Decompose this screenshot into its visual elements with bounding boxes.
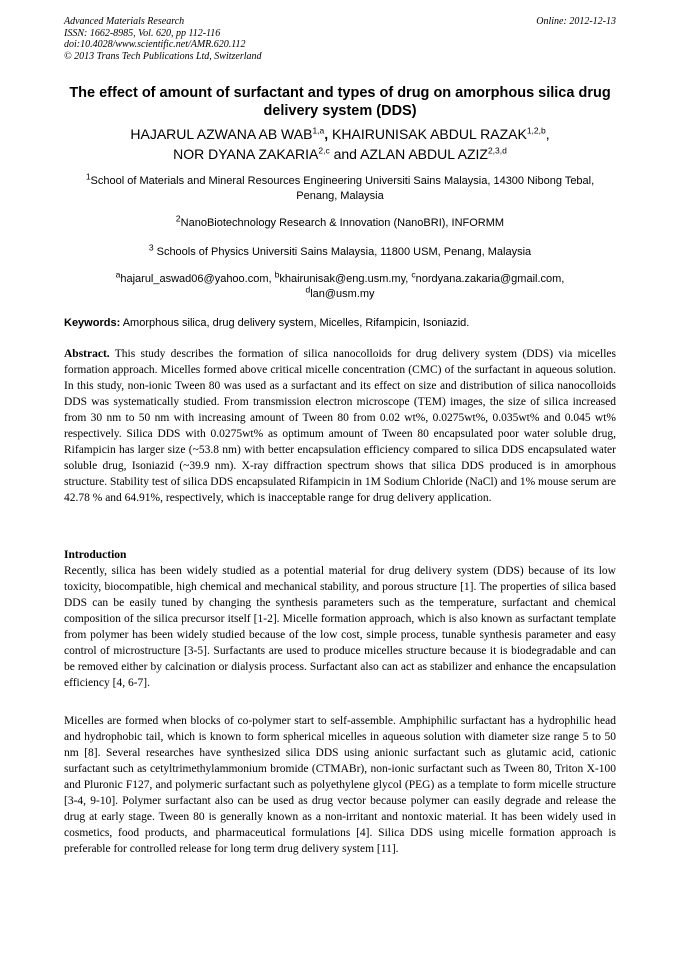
affiliation-marker: 3 [148, 242, 154, 253]
abstract-text: This study describes the formation of silica nanocolloids for drug delivery system (DDS) via micelles formation approach. Micelles formed above critical micelle concentration (CMC) of the surfactant in aqueous solution. In this study, non-ionic Tween 80 was used as a surfactant and its effect on size and distribution of silica nanocolloids DDS was systematically studied. From transmission electron microscope (TEM) images, the size of silica increased from 30 nm to 50 nm with increasing amount of Tween 80 from 0.02 wt%, 0.0275wt%, 0.035wt% and 0.045 wt% respectively. Silica DDS with 0.0275wt% as optimum amount of Tween 80 encapsulated poor water soluble drug, Rifampicin has larger size (~53.8 nm) with better encapsulation efficiency compared to silica DDS encapsulated water soluble drug, Isoniazid (~39.9 nm). X-ray diffraction spectrum shows that silica DDS produced is in amorphous structure. Stability test of silica DDS encapsulated Rifampicin in 1M Sodium Chloride (NaCl) and 1% mouse serum are 42.78 % and 64.91%, respectively, which is inacceptable range for drug delivery application. [64, 348, 616, 504]
abstract-label: Abstract. [64, 348, 110, 360]
journal-header [64, 16, 616, 62]
online-date: Online: 2012-12-13 [536, 16, 616, 27]
introduction-paragraph-2: Micelles are formed when blocks of co-polymer start to self-assemble. Amphiphilic surfactant has a hydrophilic head and hydrophobic tail, which is known to form spherical micelles in aqueous solution with diameter size range 5 to 50 nm [8]. Several researches have synthesized silica DDS using anionic surfactant such as glutamic acid, cationic surfactant such as cetyltrimethylammonium bromide (CTMABr), non-ionic surfactant such as Tween 80, Triton X-100 and Pluronic F127, and polymeric surfactant such as polyethylene glycol (PEG) as a template to form micelle structure [3-4, 9-10]. Polymer surfactant also can be used as drug vector because polymer can easily degrade and release the drug at early stage. Tween 80 is generally known as a non-irritant and nontoxic material. It has been widely used in cosmetics, food products, and pharmaceutical formulations [4]. Silica DDS using micelle formation approach is preferable for controlled release for long term drug delivery system [11]. [64, 715, 616, 855]
affiliation-2 [64, 213, 616, 231]
affiliation-marker: 2 [175, 213, 181, 224]
author-affiliation-marker: 1,2,b [526, 125, 546, 136]
keywords [64, 316, 616, 331]
section-heading-introduction: Introduction [64, 549, 127, 561]
email-address: nordyana.zakaria@gmail.com, [415, 273, 565, 285]
email-marker: c [411, 269, 416, 280]
introduction-paragraph-1: Recently, silica has been widely studied as a potential material for drug delivery system (DDS) because of its low toxicity, biocompatible, high chemical and mechanical stability, and porous structure [1]. The properties of silica based DDS can be easily tuned by changing the synthesis parameters such as the temperature, surfactant and chemical composition of the silica precursor itself [1-2]. Micelle formation approach, which is also known as surfactant template from polymer has been widely studied because of the low cost, simple process, tunable synthesis parameter and easy control of microstructure [3-5]. Surfactants are used to produce micelles structure because it is biodegradable and can be removed either by calcination or dialysis process. Surfactant also can act as stabilizer and enhance the encapsulation efficiency [4, 6-7]. [64, 565, 616, 689]
affiliation-text: Schools of Physics Universiti Sains Malaysia, 11800 USM, Penang, Malaysia [153, 246, 532, 258]
author-list [64, 124, 616, 164]
email-marker: b [274, 269, 280, 280]
author-name: AZLAN ABDUL AZIZ [360, 146, 488, 162]
keywords-label: Keywords: [64, 317, 121, 329]
author-separator: , [324, 126, 333, 142]
author-name: NOR DYANA ZAKARIA [173, 146, 319, 162]
affiliation-marker: 1 [85, 171, 91, 182]
author-separator: , [545, 126, 550, 142]
copyright-line: © 2013 Trans Tech Publications Ltd, Switzerland [64, 50, 262, 62]
email-address: hajarul_aswad06@yahoo.com, [120, 273, 275, 285]
author-affiliation-marker: 2,3,d [487, 145, 507, 156]
author-separator: and [329, 146, 361, 162]
affiliation-text: School of Materials and Mineral Resources Engineering Universiti Sains Malaysia, 14300 Nibong Tebal, Penang, Malaysia [90, 175, 595, 202]
email-marker: d [305, 284, 311, 295]
affiliation-text: NanoBiotechnology Research & Innovation (NanoBRI), INFORMM [180, 217, 505, 229]
author-affiliation-marker: 1,a [312, 125, 325, 136]
author-emails [64, 269, 616, 302]
author-name: KHAIRUNISAK ABDUL RAZAK [332, 126, 527, 142]
abstract [64, 346, 616, 506]
author-affiliation-marker: 2,c [318, 145, 330, 156]
issn-line: ISSN: 1662-8985, Vol. 620, pp 112-116 [64, 27, 221, 39]
affiliation-3 [64, 242, 616, 260]
paper-title: The effect of amount of surfactant and types of drug on amorphous silica drug delivery system (DDS) [69, 85, 611, 119]
keywords-text: Amorphous silica, drug delivery system, Micelles, Rifampicin, Isoniazid. [122, 317, 470, 329]
author-name: HAJARUL AZWANA AB WAB [130, 126, 313, 142]
email-address: lan@usm.my [310, 288, 375, 300]
email-address: khairunisak@eng.usm.my, [279, 273, 412, 285]
doi-line: doi:10.4028/www.scientific.net/AMR.620.112 [64, 39, 246, 50]
affiliation-1 [64, 171, 616, 204]
email-marker: a [115, 269, 121, 280]
journal-name: Advanced Materials Research [64, 16, 185, 27]
